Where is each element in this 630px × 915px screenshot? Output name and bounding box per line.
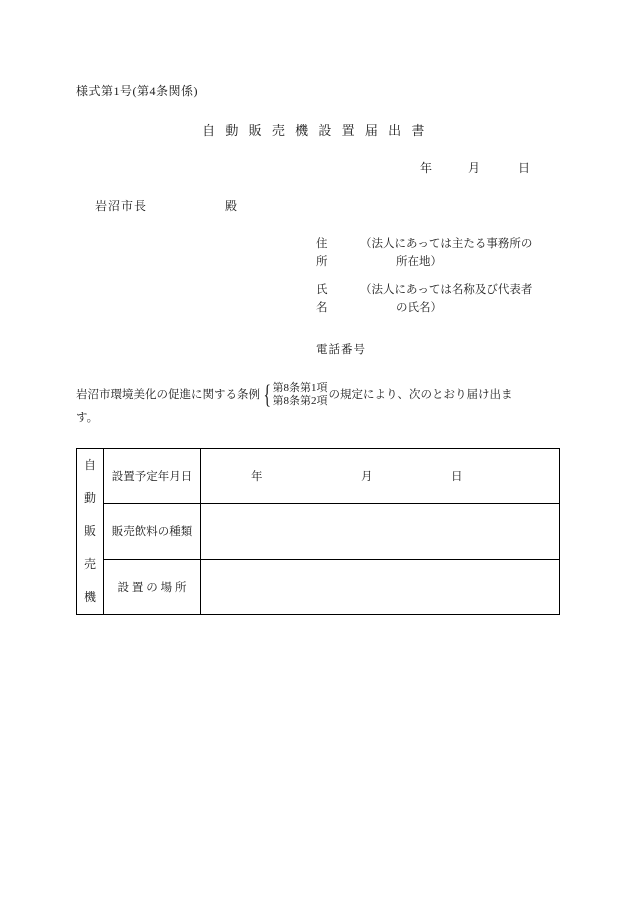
applicant-name-row xyxy=(316,281,532,317)
side-header-char-5: 機 xyxy=(83,590,96,604)
row-label-install-date: 設置予定年月日 xyxy=(104,449,201,504)
statement-line2: す。 xyxy=(76,412,99,424)
submission-date-line xyxy=(420,159,530,176)
table-row xyxy=(77,504,560,559)
install-date-year-label: 年 xyxy=(251,471,263,484)
date-day-label: 日 xyxy=(518,161,531,175)
table-row xyxy=(77,449,560,504)
applicant-address-note-line1: （法人にあっては主たる事務所の xyxy=(360,238,533,250)
applicant-name-note-line1: （法人にあっては名称及び代表者 xyxy=(360,284,533,296)
clause-item-2: 第8条第2項 xyxy=(272,395,328,407)
applicant-address-note xyxy=(360,235,532,271)
applicant-block xyxy=(316,235,532,327)
page-title: 自 動 販 売 機 設 置 届 出 書 xyxy=(202,123,428,138)
table-side-header xyxy=(77,449,104,615)
applicant-address-row xyxy=(316,235,532,271)
statement-paragraph xyxy=(76,382,560,428)
applicant-name-note-line2: の氏名） xyxy=(396,302,442,314)
statement-tail: の規定により、次のとおり届け出ま xyxy=(328,389,513,401)
date-month-label: 月 xyxy=(468,161,481,175)
addressee xyxy=(95,197,237,214)
vending-machine-table xyxy=(76,448,560,615)
side-header-char-1: 自 xyxy=(83,458,96,472)
addressee-name: 岩沼市長 xyxy=(95,199,148,213)
row-label-install-location: 設 置 の 場 所 xyxy=(104,559,201,614)
row-field-install-date[interactable] xyxy=(201,449,560,504)
applicant-name-note xyxy=(360,281,532,317)
clause-brace-group: { 第8条第1項 第8条第2項 xyxy=(263,380,328,409)
side-header-char-3: 販 xyxy=(83,524,96,538)
applicant-address-note-line2: 所在地） xyxy=(396,256,442,268)
applicant-name-label: 氏 名 xyxy=(316,284,351,314)
side-header-char-4: 売 xyxy=(83,557,96,571)
install-date-month-label: 月 xyxy=(361,471,373,484)
side-header-char-2: 動 xyxy=(83,491,96,505)
row-label-beverage-type: 販売飲料の種類 xyxy=(104,504,201,559)
applicant-phone-label: 電話番号 xyxy=(316,344,366,356)
row-field-beverage-type[interactable] xyxy=(201,504,560,559)
date-year-label: 年 xyxy=(420,161,433,175)
form-number: 様式第1号(第4条関係) xyxy=(76,84,198,98)
clause-item-1: 第8条第1項 xyxy=(272,382,328,394)
statement-lead: 岩沼市環境美化の促進に関する条例 xyxy=(76,389,260,401)
install-date-day-label: 日 xyxy=(451,471,463,484)
addressee-suffix: 殿 xyxy=(225,199,238,213)
row-field-install-location[interactable] xyxy=(201,559,560,614)
applicant-address-label: 住 所 xyxy=(316,238,351,268)
table-row xyxy=(77,559,560,614)
